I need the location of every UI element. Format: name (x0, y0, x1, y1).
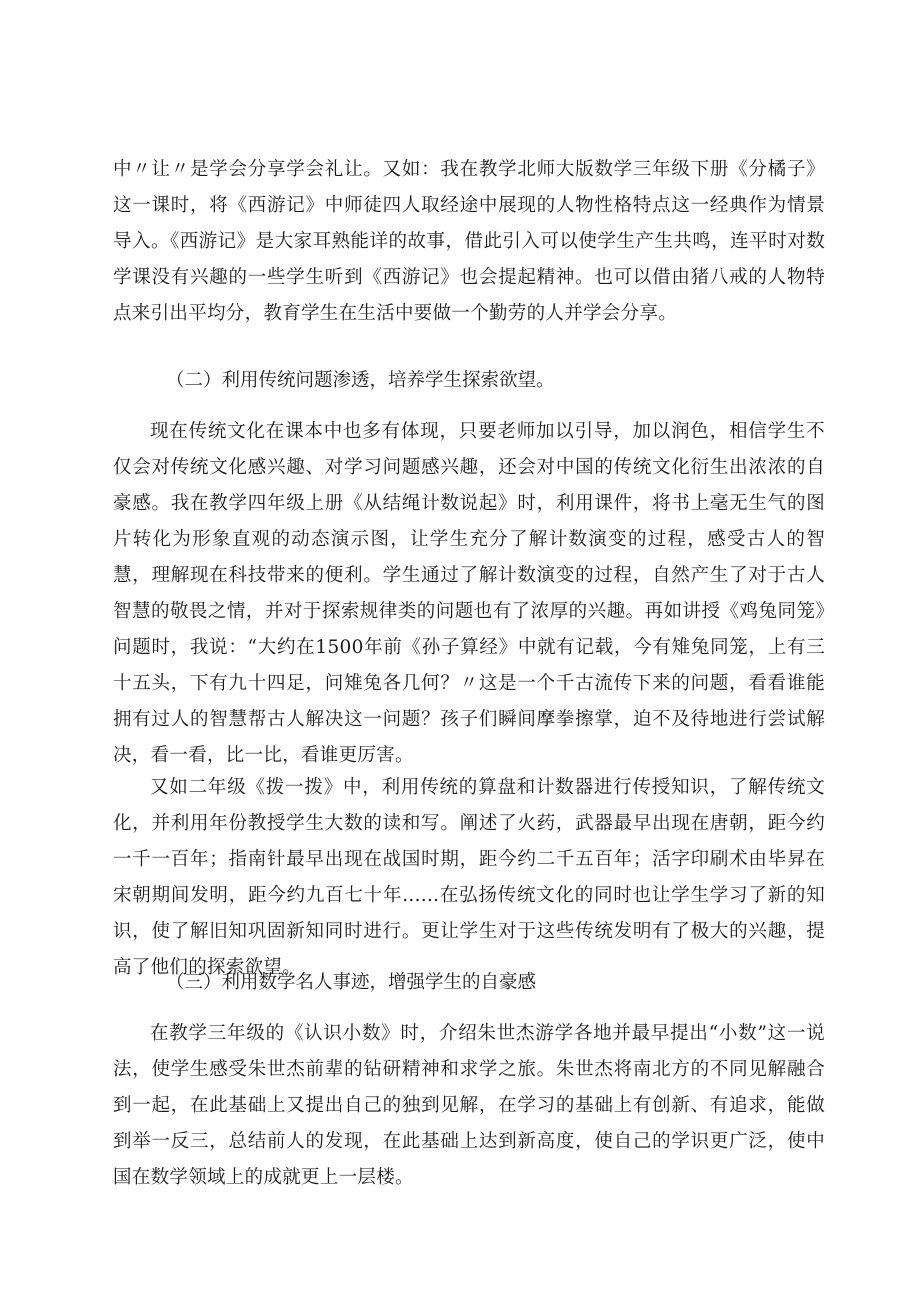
paragraph-decimals: 在教学三年级的《认识小数》时，介绍朱世杰游学各地并最早提出“小数”这一说法，使学生感受朱世杰前辈的钻研精神和求学之旅。朱世杰将南北方的不同见解融合到一起，在此基础上又提出自己的独到见解，在学习的基础上有创新、有追求，能做到举一反三，总结前人的发现，在此基础上达到新高度，使自己的学识更广泛，使中国在数学领域上的成就更上一层楼。 (113, 1023, 825, 1188)
paragraph-intro-continued: 中〃让〃是学会分享学会礼让。又如：我在教学北师大版数学三年级下册《分橘子》这一课时，将《西游记》中师徒四人取经途中展现的人物性格特点这一经典作为情景导入。《西游记》是大家耳熟能详的故事，借此引入可以使学生产生共鸣，连平时对数学课没有兴趣的一些学生听到《西游记》也会提起精神。也可以借由猪八戒的人物特点来引出平均分，教育学生在生活中要做一个勤劳的人并学会分享。 (113, 159, 825, 324)
paragraph-traditional-culture: 现在传统文化在课本中也多有体现，只要老师加以引导，加以润色，相信学生不仅会对传统文化感兴趣、对学习问题感兴趣，还会对中国的传统文化衍生出浓浓的自豪感。我在教学四年级上册《从结绳计数说起》时，利用课件，将书上毫无生气的图片转化为形象直观的动态演示图，让学生充分了解计数演变的过程，感受古人的智慧，理解现在科技带来的便利。学生通过了解计数演变的过程，自然产生了对于古人智慧的敬畏之情，并对于探索规律类的问题也有了浓厚的兴趣。再如讲授《鸡兔同笼》问题时，我说：“大约在1500年前《孙子算经》中就有记载，今有雉兔同笼，上有三十五头，下有九十四足，问雉兔各几何？〃这是一个千古流传下来的问题，看看谁能拥有过人的智慧帮古人解决这一问题？孩子们瞬间摩拳擦掌，迫不及待地进行尝试解决，看一看，比一比，看谁更厉害。 (113, 421, 825, 766)
paragraph-abacus: 又如二年级《拨一拨》中，利用传统的算盘和计数器进行传授知识，了解传统文化，并利用年份教授学生大数的读和写。阐述了火药，武器最早出现在唐朝，距今约一千一百年；指南针最早出现在战国时期，距今约二千五百年；活字印刷术由毕昇在宋朝期间发明，距今约九百七十年......在弘扬传统文化的同时也让学生学习了新的知识，使了解旧知巩固新知同时进行。更让学生对于这些传统发明有了极大的兴趣，提高了他们的探索欲望。 (113, 777, 825, 978)
section-heading-3: （三）利用数学名人事迹，增强学生的自豪感 (166, 972, 537, 993)
section-heading-2: （二）利用传统问题渗透，培养学生探索欲望。 (166, 370, 555, 391)
